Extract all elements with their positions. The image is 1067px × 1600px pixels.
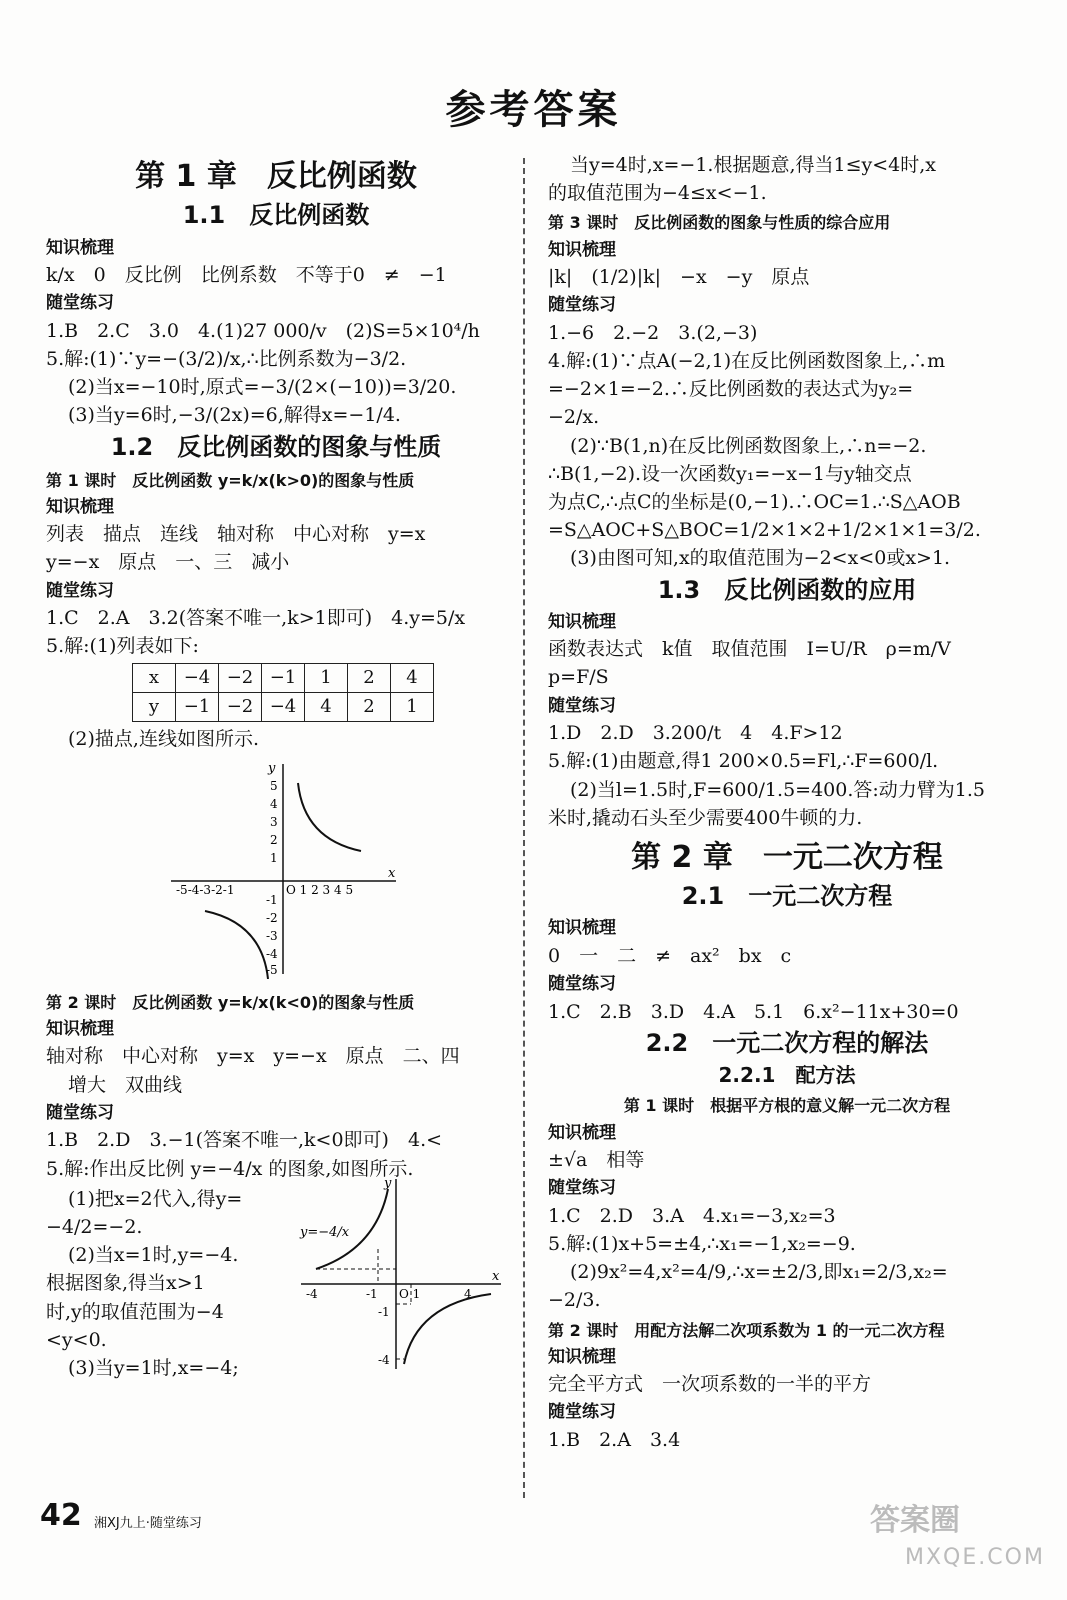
heading-knowledge: 知识梳理 bbox=[548, 611, 616, 632]
answer-line: 5.解:(1)由题意,得1 200×0.5=Fl,∴F=600/l. bbox=[548, 750, 939, 773]
svg-text:-1: -1 bbox=[378, 1304, 390, 1319]
section-1-3-title: 1.3 反比例函数的应用 bbox=[657, 575, 917, 604]
answer-line: 为点C,∴点C的坐标是(0,−1).∴OC=1.∴S△AOB bbox=[548, 490, 961, 513]
curve-label: y=−4/x bbox=[300, 1224, 350, 1240]
section-1-1-title: 1.1 反比例函数 bbox=[182, 201, 370, 230]
graph-y-neg4-over-x bbox=[296, 1174, 506, 1374]
svg-text:y: y bbox=[268, 760, 276, 776]
svg-text:5: 5 bbox=[270, 778, 278, 793]
table-cell: 2 bbox=[348, 664, 391, 693]
svg-text:-4: -4 bbox=[378, 1352, 390, 1367]
table-cell: 2 bbox=[348, 693, 391, 722]
svg-text:-4: -4 bbox=[266, 946, 278, 961]
value-table bbox=[132, 663, 434, 722]
svg-text:y: y bbox=[384, 1175, 392, 1191]
heading-knowledge: 知识梳理 bbox=[46, 237, 114, 258]
answer-line: 米时,撬动石头至少需要400牛顿的力. bbox=[548, 806, 863, 829]
answer-line: 函数表达式 k值 取值范围 I=U/R ρ=m/V bbox=[548, 638, 951, 661]
table-cell: −2 bbox=[219, 693, 262, 722]
svg-text:O 1 2 3 4 5: O 1 2 3 4 5 bbox=[286, 882, 354, 897]
table-cell: −2 bbox=[219, 664, 262, 693]
chapter-2-title: 第 2 章 一元二次方程 bbox=[631, 839, 943, 875]
lesson-title: 第 2 课时 反比例函数 y=k/x(k<0)的图象与性质 bbox=[46, 992, 415, 1012]
answer-line: 5.解:(1)列表如下: bbox=[46, 635, 199, 658]
heading-practice: 随堂练习 bbox=[46, 1102, 114, 1123]
answer-line: <y<0. bbox=[46, 1328, 107, 1351]
heading-practice: 随堂练习 bbox=[548, 295, 616, 316]
answer-line: 轴对称 中心对称 y=x y=−x 原点 二、四 bbox=[46, 1045, 460, 1068]
watermark-logo: 答案圈 bbox=[870, 1503, 960, 1538]
table-row bbox=[133, 693, 434, 722]
answer-line: (2)当l=1.5时,F=600/1.5=400.答:动力臂为1.5 bbox=[570, 778, 985, 801]
answer-line: 当y=4时,x=−1.根据题意,得当1≤y<4时,x bbox=[570, 154, 937, 176]
lesson-title: 第 1 课时 根据平方根的意义解一元二次方程 bbox=[623, 1096, 951, 1116]
heading-practice: 随堂练习 bbox=[46, 580, 114, 601]
chapter-1-title: 第 1 章 反比例函数 bbox=[135, 159, 417, 194]
table-cell: 1 bbox=[391, 693, 434, 722]
answer-line: 1.B 2.C 3.0 4.(1)27 000/v (2)S=5×10⁴/h bbox=[46, 319, 480, 342]
answer-line: y=−x 原点 一、三 减小 bbox=[46, 551, 290, 574]
answer-line: 1.C 2.B 3.D 4.A 5.1 6.x²−11x+30=0 bbox=[548, 1000, 959, 1023]
answer-line: k/x 0 反比例 比例系数 不等于0 ≠ −1 bbox=[46, 263, 447, 286]
answer-line: |k| (1/2)|k| −x −y 原点 bbox=[548, 265, 810, 288]
graph-y-5-over-x bbox=[166, 759, 406, 979]
watermark-url: MXQE.COM bbox=[905, 1545, 1045, 1570]
heading-practice: 随堂练习 bbox=[548, 1178, 616, 1199]
svg-text:-3: -3 bbox=[266, 928, 278, 943]
answer-line: 5.解:(1)x+5=±4,∴x₁=−1,x₂=−9. bbox=[548, 1232, 856, 1255]
page-number: 42 bbox=[40, 1498, 82, 1533]
answer-line: 1.C 2.A 3.2(答案不唯一,k>1即可) 4.y=5/x bbox=[46, 607, 466, 630]
footer-text: 湘XJ九上·随堂练习 bbox=[94, 1516, 202, 1531]
answer-line: p=F/S bbox=[548, 666, 609, 689]
answer-line: 1.D 2.D 3.200/t 4 4.F>12 bbox=[548, 722, 843, 745]
svg-text:-1: -1 bbox=[366, 1286, 378, 1301]
table-cell: −1 bbox=[176, 693, 219, 722]
answer-line: −2/x. bbox=[548, 406, 600, 429]
heading-knowledge: 知识梳理 bbox=[548, 918, 616, 939]
heading-knowledge: 知识梳理 bbox=[548, 1346, 616, 1367]
svg-text:-4: -4 bbox=[306, 1286, 318, 1301]
heading-knowledge: 知识梳理 bbox=[548, 239, 616, 260]
answer-line: 1.C 2.D 3.A 4.x₁=−3,x₂=3 bbox=[548, 1204, 836, 1227]
table-cell: y bbox=[133, 693, 176, 722]
answer-line: (2)∵B(1,n)在反比例函数图象上,∴n=−2. bbox=[570, 434, 927, 457]
table-cell: −4 bbox=[176, 664, 219, 693]
answer-line: 的取值范围为−4≤x<−1. bbox=[548, 182, 767, 205]
right-column bbox=[548, 150, 1026, 1455]
heading-practice: 随堂练习 bbox=[548, 1402, 616, 1423]
answer-line: (1)把x=2代入,得y= bbox=[68, 1187, 243, 1210]
answer-line: (3)当y=6时,−3/(2x)=6,解得x=−1/4. bbox=[68, 404, 401, 427]
svg-text:-1: -1 bbox=[266, 892, 278, 907]
svg-text:4: 4 bbox=[270, 796, 278, 811]
answer-line: −2/3. bbox=[548, 1289, 601, 1312]
svg-text:-5: -5 bbox=[266, 962, 278, 977]
answer-line: =−2×1=−2.∴反比例函数的表达式为y₂= bbox=[548, 378, 914, 401]
answer-line: 4.解:(1)∵点A(−2,1)在反比例函数图象上,∴m bbox=[548, 349, 946, 372]
page-title: 参考答案 bbox=[445, 87, 622, 133]
heading-knowledge: 知识梳理 bbox=[46, 1018, 114, 1039]
answer-line: 增大 双曲线 bbox=[68, 1073, 183, 1096]
answer-line: 1.−6 2.−2 3.(2,−3) bbox=[548, 321, 758, 344]
answer-line: (2)当x=1时,y=−4. bbox=[68, 1244, 239, 1267]
heading-practice: 随堂练习 bbox=[548, 695, 616, 716]
section-2-2-1-title: 2.2.1 配方法 bbox=[718, 1062, 856, 1087]
answer-line: ±√a 相等 bbox=[548, 1149, 645, 1172]
answer-line: (3)当y=1时,x=−4; bbox=[68, 1357, 239, 1380]
lesson-title: 第 3 课时 反比例函数的图象与性质的综合应用 bbox=[548, 213, 891, 233]
heading-knowledge: 知识梳理 bbox=[46, 496, 114, 517]
answer-line: (2)9x²=4,x²=4/9,∴x=±2/3,即x₁=2/3,x₂= bbox=[570, 1261, 948, 1284]
answer-line: 5.解:(1)∵y=−(3/2)/x,∴比例系数为−3/2. bbox=[46, 347, 407, 370]
svg-text:-2: -2 bbox=[266, 910, 278, 925]
svg-text:1: 1 bbox=[270, 850, 278, 865]
column-divider bbox=[523, 158, 525, 1498]
answer-line: 列表 描点 连线 轴对称 中心对称 y=x bbox=[46, 523, 426, 546]
answer-line: (2)当x=−10时,原式=−3/(2×(−10))=3/20. bbox=[68, 376, 457, 399]
table-row bbox=[133, 664, 434, 693]
heading-knowledge: 知识梳理 bbox=[548, 1122, 616, 1143]
svg-text:-5-4-3-2-1: -5-4-3-2-1 bbox=[176, 882, 235, 897]
lesson-title: 第 2 课时 用配方法解二次项系数为 1 的一元二次方程 bbox=[548, 1320, 945, 1340]
svg-text:4: 4 bbox=[464, 1286, 472, 1301]
table-cell: −4 bbox=[262, 693, 305, 722]
answer-line: 完全平方式 一次项系数的一半的平方 bbox=[548, 1373, 872, 1396]
answer-line: 1.B 2.D 3.−1(答案不唯一,k<0即可) 4.< bbox=[46, 1129, 443, 1152]
table-cell: 1 bbox=[305, 664, 348, 693]
section-2-2-title: 2.2 一元二次方程的解法 bbox=[645, 1028, 929, 1057]
table-cell: x bbox=[133, 664, 176, 693]
answer-line: 0 一 二 ≠ ax² bx c bbox=[548, 944, 792, 967]
section-2-1-title: 2.1 一元二次方程 bbox=[681, 882, 893, 911]
svg-text:3: 3 bbox=[270, 814, 278, 829]
heading-practice: 随堂练习 bbox=[548, 974, 616, 995]
heading-practice: 随堂练习 bbox=[46, 293, 114, 314]
svg-text:x: x bbox=[492, 1268, 500, 1284]
answer-line: 5.解:作出反比例 y=−4/x 的图象,如图所示. bbox=[46, 1157, 414, 1180]
answer-line: 时,y的取值范围为−4 bbox=[46, 1300, 224, 1323]
svg-text:x: x bbox=[388, 865, 396, 881]
answer-line: (2)描点,连线如图所示. bbox=[68, 728, 259, 751]
left-column bbox=[46, 150, 506, 1384]
solution-with-figure bbox=[46, 1175, 506, 1384]
answer-line: =S△AOC+S△BOC=1/2×1×2+1/2×1×1=3/2. bbox=[548, 519, 981, 542]
table-cell: 4 bbox=[305, 693, 348, 722]
answer-line: 根据图象,得当x>1 bbox=[46, 1272, 205, 1295]
solution-text bbox=[46, 1184, 286, 1384]
table-cell: 4 bbox=[391, 664, 434, 693]
svg-text:2: 2 bbox=[270, 832, 278, 847]
table-cell: −1 bbox=[262, 664, 305, 693]
answer-line: (3)由图可知,x的取值范围为−2<x<0或x>1. bbox=[570, 547, 951, 570]
answer-line: ∴B(1,−2).设一次函数y₁=−x−1与y轴交点 bbox=[548, 462, 912, 485]
lesson-title: 第 1 课时 反比例函数 y=k/x(k>0)的图象与性质 bbox=[46, 470, 415, 490]
answer-line: 1.B 2.A 3.4 bbox=[548, 1428, 681, 1451]
answer-line: −4/2=−2. bbox=[46, 1215, 143, 1238]
svg-text:O 1: O 1 bbox=[399, 1286, 421, 1301]
section-1-2-title: 1.2 反比例函数的图象与性质 bbox=[110, 432, 442, 461]
